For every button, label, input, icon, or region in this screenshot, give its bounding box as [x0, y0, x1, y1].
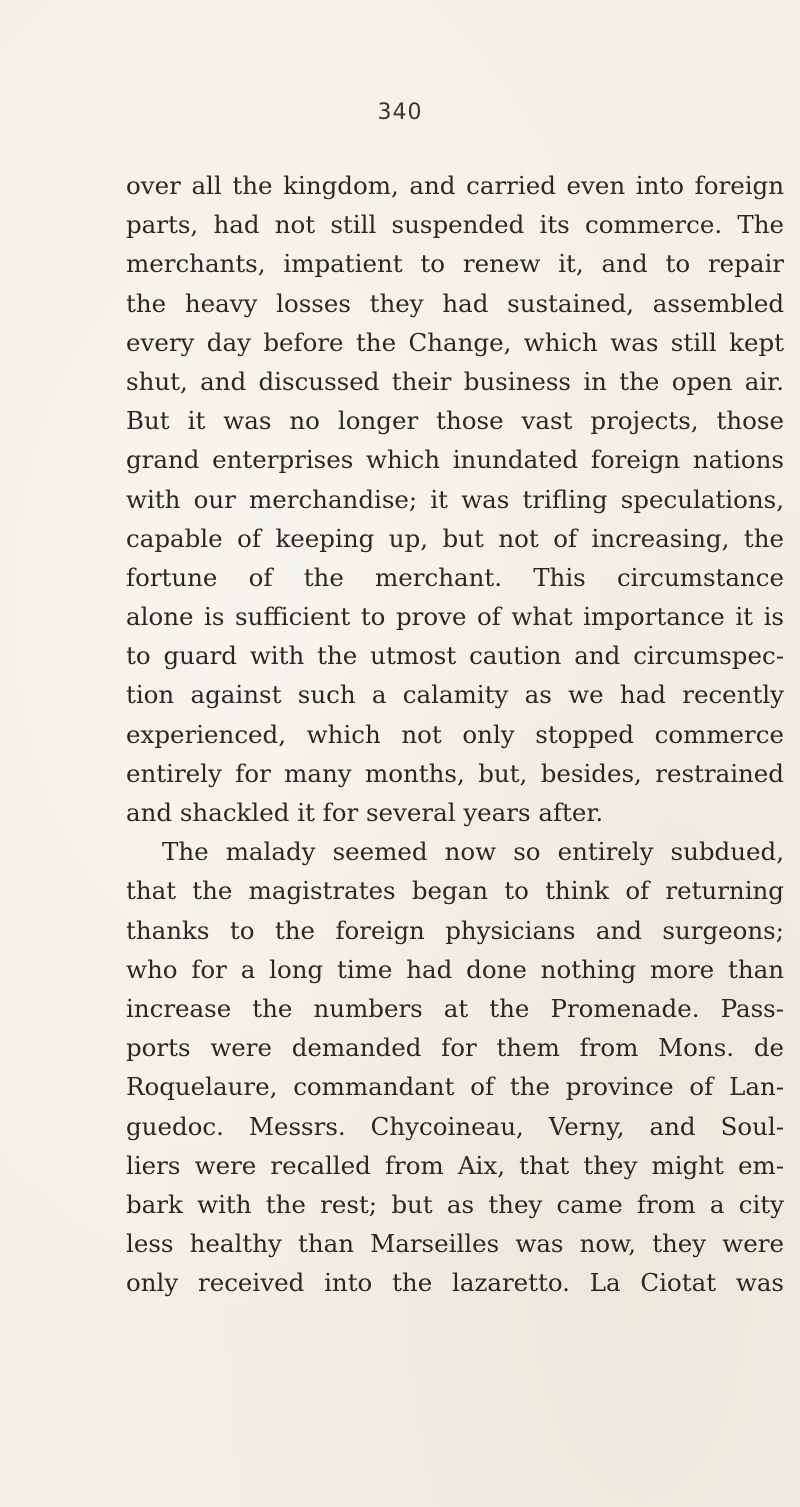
text-line: capable of keeping up, but not of increasing, the	[126, 523, 784, 553]
text-line: thanks to the foreign physicians and surgeons;	[126, 915, 784, 945]
text-line: alone is sufficient to prove of what importance it is	[126, 602, 784, 632]
text-line: Roquelaure, commandant of the province of Lan-	[126, 1072, 784, 1102]
text-line: grand enterprises which inundated foreign nations	[126, 445, 784, 475]
text-line: increase the numbers at the Promenade. Pass-	[126, 993, 784, 1023]
text-line: the heavy losses they had sustained, assembled	[126, 288, 784, 318]
text-line: The malady seemed now so entirely subdued,	[162, 837, 784, 867]
text-line: bark with the rest; but as they came from a city	[126, 1189, 784, 1219]
text-line: But it was no longer those vast projects, those	[126, 406, 784, 436]
text-line: shut, and discussed their business in the open air.	[126, 366, 784, 396]
text-line: less healthy than Marseilles was now, they were	[126, 1229, 784, 1259]
text-line: and shackled it for several years after.	[126, 798, 604, 827]
page-number: 340	[377, 100, 423, 125]
text-line: tion against such a calamity as we had recently	[126, 680, 784, 710]
text-line: guedoc. Messrs. Chycoineau, Verny, and Soul-	[126, 1111, 784, 1141]
text-line: every day before the Change, which was still kept	[126, 327, 784, 357]
text-line: liers were recalled from Aix, that they might em-	[126, 1150, 784, 1180]
text-line: parts, had not still suspended its commerce. The	[126, 210, 784, 240]
text-line: only received into the lazaretto. La Ciotat was	[126, 1268, 784, 1298]
text-line: who for a long time had done nothing more than	[126, 954, 784, 984]
body-text	[126, 166, 784, 1302]
text-line: merchants, impatient to renew it, and to repair	[126, 249, 784, 279]
text-line: to guard with the utmost caution and circumspec-	[126, 641, 784, 671]
text-line: over all the kingdom, and carried even into foreign	[126, 171, 784, 200]
text-line: that the magistrates began to think of returning	[126, 876, 784, 906]
text-line: fortune of the merchant. This circumstance	[126, 562, 784, 592]
text-line: with our merchandise; it was trifling speculations,	[126, 484, 784, 514]
text-line: entirely for many months, but, besides, restrained	[126, 758, 784, 788]
text-line: experienced, which not only stopped commerce	[126, 719, 784, 749]
text-line: ports were demanded for them from Mons. de	[126, 1033, 784, 1063]
